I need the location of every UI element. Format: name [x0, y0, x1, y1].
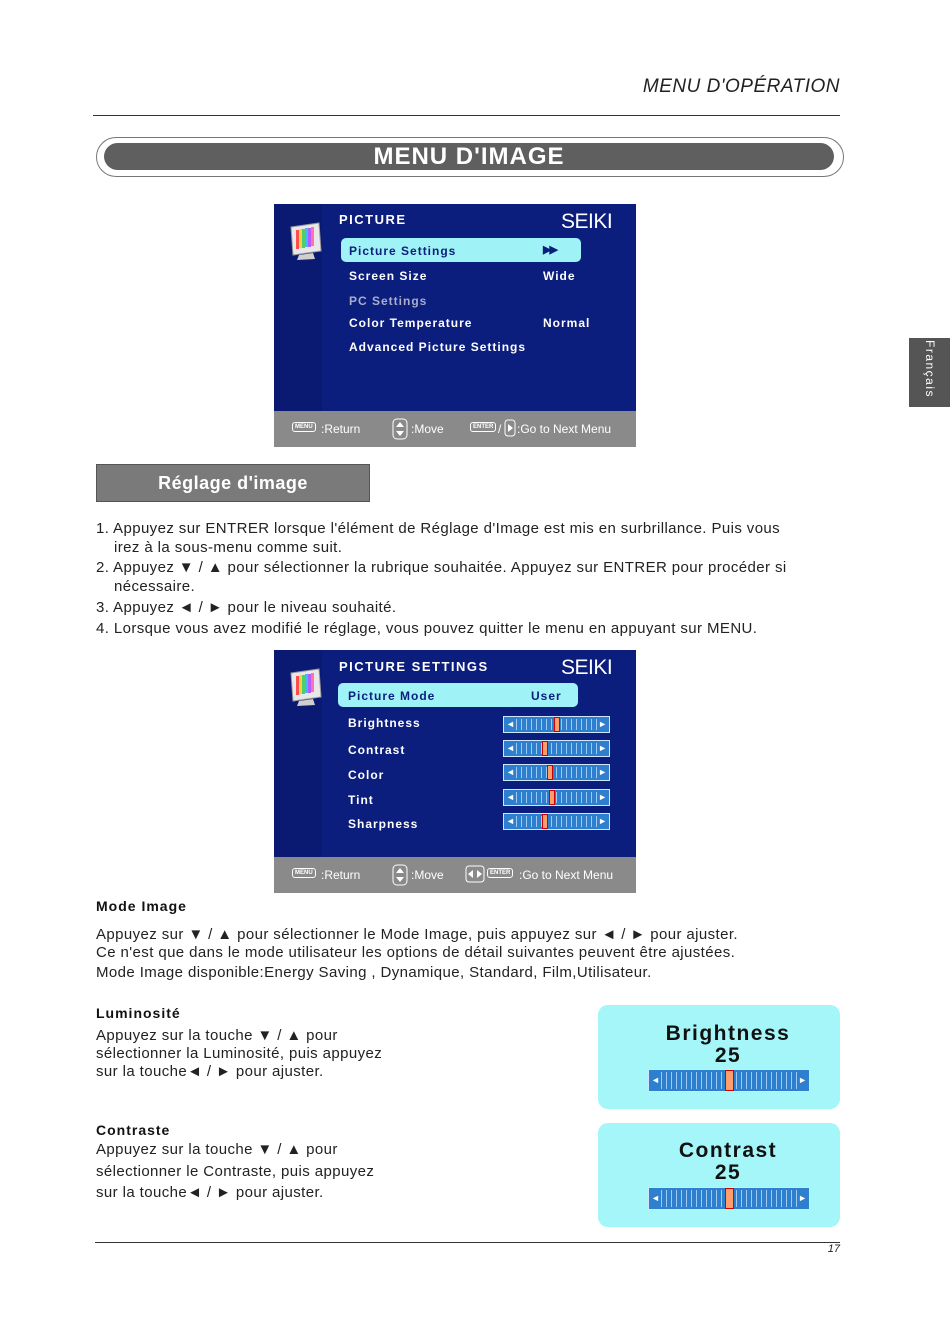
- slider-tick: [591, 816, 592, 827]
- slider-tick: [526, 816, 527, 827]
- menu-item-advanced-picture-settings[interactable]: Advanced Picture Settings: [349, 340, 527, 354]
- slider-tick: [711, 1190, 712, 1207]
- contraste-heading: Contraste: [96, 1122, 171, 1138]
- slider-tick: [676, 1072, 677, 1089]
- slider-tick: [576, 767, 577, 778]
- enter-key-icon: ENTER: [487, 868, 513, 878]
- slider-tick: [541, 719, 542, 730]
- luminosite-line-3: sur la touche◄ / ► pour ajuster.: [96, 1063, 324, 1080]
- slider-tick: [791, 1190, 792, 1207]
- slider-tick: [751, 1190, 752, 1207]
- contrast-slider[interactable]: [503, 740, 610, 757]
- slider-tick: [546, 792, 547, 803]
- slider-label-brightness: Brightness: [348, 716, 421, 730]
- footer-move: :Move: [411, 422, 444, 436]
- slider-tick: [676, 1190, 677, 1207]
- slider-tick: [571, 816, 572, 827]
- brightness-popup: [598, 1005, 840, 1109]
- contraste-line-1: Appuyez sur la touche ▼ / ▲ pour: [96, 1141, 338, 1158]
- slider-tick: [526, 792, 527, 803]
- step-2: 2. Appuyez ▼ / ▲ pour sélectionner la rubrique souhaitée. Appuyez sur ENTRER pour procéder si: [96, 559, 787, 576]
- footer-return: :Return: [321, 422, 361, 436]
- slider-tick: [671, 1190, 672, 1207]
- slider-tick: [786, 1190, 787, 1207]
- footer-rule: [95, 1242, 840, 1243]
- slider-tick: [541, 767, 542, 778]
- slider-tick: [531, 743, 532, 754]
- slider-tick: [566, 767, 567, 778]
- slider-tick: [771, 1072, 772, 1089]
- monitor-icon: [287, 221, 325, 261]
- footer-next: :Go to Next Menu: [519, 868, 614, 882]
- slider-tick: [576, 719, 577, 730]
- sharpness-slider[interactable]: [503, 813, 610, 830]
- slider-tick: [556, 792, 557, 803]
- right-arrow-icon[interactable]: ►: [598, 719, 607, 729]
- slider-tick: [516, 816, 517, 827]
- footer-move: :Move: [411, 868, 444, 882]
- mode-image-line-2: Ce n'est que dans le mode utilisateur les options de détail suivantes peuvent être ajustées.: [96, 944, 736, 961]
- slider-tick: [531, 719, 532, 730]
- slider-tick: [526, 743, 527, 754]
- slider-tick: [771, 1190, 772, 1207]
- slider-tick: [756, 1190, 757, 1207]
- slider-tick: [516, 719, 517, 730]
- slider-tick: [706, 1072, 707, 1089]
- slider-tick: [721, 1072, 722, 1089]
- banner-title: MENU D'IMAGE: [104, 143, 834, 170]
- slider-tick: [776, 1072, 777, 1089]
- slider-tick: [591, 719, 592, 730]
- slider-tick: [546, 719, 547, 730]
- step-3: 3. Appuyez ◄ / ► pour le niveau souhaité.: [96, 599, 397, 616]
- enter-key-icon: ENTER: [470, 422, 496, 432]
- slider-tick: [531, 792, 532, 803]
- slider-tick: [586, 743, 587, 754]
- slider-thumb[interactable]: [542, 741, 548, 756]
- contraste-line-3: sur la touche◄ / ► pour ajuster.: [96, 1184, 324, 1201]
- slider-tick: [521, 743, 522, 754]
- slider-tick: [766, 1072, 767, 1089]
- slider-tick: [566, 719, 567, 730]
- slider-tick: [736, 1190, 737, 1207]
- slider-tick: [556, 743, 557, 754]
- slider-tick: [531, 816, 532, 827]
- slider-tick: [571, 743, 572, 754]
- osd-title: PICTURE SETTINGS: [339, 659, 489, 674]
- slider-tick: [691, 1072, 692, 1089]
- menu-key-icon: MENU: [292, 422, 316, 432]
- monitor-icon: [287, 667, 325, 707]
- slider-tick: [596, 719, 597, 730]
- right-arrow-icon[interactable]: ►: [598, 792, 607, 802]
- right-key-icon: [504, 419, 516, 437]
- section-heading: Réglage d'image: [96, 464, 370, 502]
- slider-tick: [551, 719, 552, 730]
- slider-tick: [586, 816, 587, 827]
- popup-value: 25: [714, 1044, 742, 1067]
- slider-tick: [561, 792, 562, 803]
- slider-tick: [526, 767, 527, 778]
- slider-tick: [526, 719, 527, 730]
- slider-tick: [761, 1072, 762, 1089]
- contrast-popup-slider[interactable]: [648, 1187, 810, 1210]
- slider-tick: [751, 1072, 752, 1089]
- luminosite-heading: Luminosité: [96, 1005, 181, 1021]
- slider-tick: [581, 743, 582, 754]
- step-2-cont: nécessaire.: [114, 578, 196, 595]
- slider-tick: [586, 767, 587, 778]
- slider-tick: [561, 743, 562, 754]
- slider-tick: [581, 719, 582, 730]
- slider-tick: [596, 792, 597, 803]
- slider-tick: [566, 792, 567, 803]
- slider-thumb[interactable]: [547, 765, 553, 780]
- language-tab-label: Français: [923, 340, 937, 399]
- slider-tick: [691, 1190, 692, 1207]
- updown-icon: [392, 864, 408, 886]
- slider-tick: [521, 767, 522, 778]
- slider-tick: [561, 816, 562, 827]
- slider-tick: [576, 792, 577, 803]
- updown-icon: [392, 418, 408, 440]
- slash-separator: /: [498, 422, 502, 436]
- menu-key-icon: MENU: [292, 868, 316, 878]
- menu-item-value: User: [531, 689, 562, 703]
- popup-value: 25: [714, 1161, 742, 1184]
- slider-tick: [521, 719, 522, 730]
- slider-tick: [661, 1190, 662, 1207]
- slider-thumb[interactable]: [542, 814, 548, 829]
- slider-tick: [666, 1190, 667, 1207]
- slider-label-contrast: Contrast: [348, 743, 406, 757]
- slider-tick: [561, 719, 562, 730]
- right-arrow-icon[interactable]: ►: [598, 816, 607, 826]
- slider-tick: [576, 743, 577, 754]
- left-arrow-icon[interactable]: ◄: [651, 1075, 660, 1085]
- slider-tick: [516, 792, 517, 803]
- slider-tick: [766, 1190, 767, 1207]
- contrast-popup: [598, 1123, 840, 1227]
- slider-tick: [596, 816, 597, 827]
- slider-tick: [586, 719, 587, 730]
- slider-tick: [711, 1072, 712, 1089]
- slider-tick: [716, 1190, 717, 1207]
- slider-tick: [551, 816, 552, 827]
- slider-thumb[interactable]: [554, 717, 560, 732]
- slider-tick: [591, 743, 592, 754]
- slider-tick: [516, 767, 517, 778]
- slider-tick: [681, 1072, 682, 1089]
- slider-tick: [756, 1072, 757, 1089]
- brightness-popup-slider[interactable]: [648, 1069, 810, 1092]
- slider-tick: [686, 1072, 687, 1089]
- slider-tick: [781, 1072, 782, 1089]
- slider-tick: [581, 816, 582, 827]
- color-slider[interactable]: [503, 764, 610, 781]
- slider-tick: [576, 816, 577, 827]
- brightness-slider[interactable]: [503, 716, 610, 733]
- slider-tick: [701, 1072, 702, 1089]
- step-1: 1. Appuyez sur ENTRER lorsque l'élément de Réglage d'Image est mis en surbrillance. Puis vous: [96, 520, 781, 537]
- contraste-line-2: sélectionner le Contraste, puis appuyez: [96, 1163, 375, 1180]
- brand-logo: SEIKI: [561, 210, 613, 233]
- slider-thumb[interactable]: [725, 1070, 734, 1091]
- slider-tick: [781, 1190, 782, 1207]
- menu-item-label: Picture Settings: [349, 244, 457, 258]
- slider-tick: [566, 743, 567, 754]
- slider-thumb[interactable]: [725, 1188, 734, 1209]
- osd-picture-menu: [274, 204, 636, 447]
- osd-picture-settings-menu: [274, 650, 636, 893]
- slider-tick: [536, 767, 537, 778]
- slider-tick: [796, 1190, 797, 1207]
- slider-tick: [741, 1190, 742, 1207]
- page-number: 17: [827, 1243, 840, 1255]
- left-arrow-icon[interactable]: ◄: [651, 1193, 660, 1203]
- slider-tick: [556, 816, 557, 827]
- slider-tick: [536, 743, 537, 754]
- slider-tick: [706, 1190, 707, 1207]
- slider-tick: [696, 1190, 697, 1207]
- slider-tick: [746, 1072, 747, 1089]
- slider-tick: [736, 1072, 737, 1089]
- mode-image-line-1: Appuyez sur ▼ / ▲ pour sélectionner le Mode Image, puis appuyez sur ◄ / ► pour ajuster.: [96, 926, 738, 943]
- footer-next: :Go to Next Menu: [517, 422, 612, 436]
- osd-footer: [274, 857, 636, 893]
- slider-tick: [561, 767, 562, 778]
- left-arrow-icon[interactable]: ◄: [506, 719, 515, 729]
- slider-tick: [551, 743, 552, 754]
- slider-tick: [521, 792, 522, 803]
- footer-return: :Return: [321, 868, 361, 882]
- step-4: 4. Lorsque vous avez modifié le réglage, vous pouvez quitter le menu en appuyant sur MENU.: [96, 620, 758, 637]
- slider-tick: [536, 719, 537, 730]
- slider-label-sharpness: Sharpness: [348, 817, 419, 831]
- slider-tick: [531, 767, 532, 778]
- osd-title: PICTURE: [339, 212, 407, 227]
- right-arrow-icon[interactable]: ►: [598, 743, 607, 753]
- mode-image-line-3: Mode Image disponible:Energy Saving , Dynamique, Standard, Film,Utilisateur.: [96, 964, 652, 981]
- slider-tick: [536, 816, 537, 827]
- left-arrow-icon[interactable]: ◄: [506, 792, 515, 802]
- slider-tick: [686, 1190, 687, 1207]
- slider-tick: [716, 1072, 717, 1089]
- luminosite-line-2: sélectionner la Luminosité, puis appuyez: [96, 1045, 383, 1062]
- language-tab: [909, 338, 950, 407]
- brand-logo: SEIKI: [561, 656, 613, 679]
- slider-tick: [671, 1072, 672, 1089]
- slider-tick: [681, 1190, 682, 1207]
- menu-item-pc-settings: PC Settings: [349, 294, 428, 308]
- slider-thumb[interactable]: [549, 790, 555, 805]
- tint-slider[interactable]: [503, 789, 610, 806]
- running-header: MENU D'OPÉRATION: [642, 76, 840, 97]
- slider-tick: [796, 1072, 797, 1089]
- slider-tick: [596, 743, 597, 754]
- slider-tick: [591, 767, 592, 778]
- slider-tick: [591, 792, 592, 803]
- slider-tick: [536, 792, 537, 803]
- slider-tick: [516, 743, 517, 754]
- menu-item-color-temperature[interactable]: Color Temperature: [349, 316, 473, 330]
- slider-tick: [696, 1072, 697, 1089]
- slider-label-color: Color: [348, 768, 385, 782]
- popup-title: Contrast: [678, 1139, 778, 1162]
- header-rule: [93, 115, 840, 116]
- slider-tick: [596, 767, 597, 778]
- slider-tick: [586, 792, 587, 803]
- menu-item-screen-size[interactable]: Screen Size: [349, 269, 428, 283]
- right-arrow-icon[interactable]: ►: [798, 1193, 807, 1203]
- submenu-arrows-icon: ▶▶: [543, 244, 556, 256]
- slider-tick: [541, 792, 542, 803]
- slider-tick: [791, 1072, 792, 1089]
- slider-tick: [741, 1072, 742, 1089]
- slider-tick: [571, 792, 572, 803]
- slider-tick: [786, 1072, 787, 1089]
- leftright-icon: [465, 865, 485, 883]
- menu-item-label: Picture Mode: [348, 689, 436, 703]
- slider-tick: [746, 1190, 747, 1207]
- slider-tick: [661, 1072, 662, 1089]
- popup-title: Brightness: [665, 1022, 791, 1045]
- slider-tick: [571, 767, 572, 778]
- slider-tick: [556, 767, 557, 778]
- mode-image-heading: Mode Image: [96, 898, 187, 914]
- menu-item-picture-settings[interactable]: [341, 238, 581, 262]
- left-arrow-icon[interactable]: ◄: [506, 767, 515, 777]
- slider-label-tint: Tint: [348, 793, 374, 807]
- luminosite-line-1: Appuyez sur la touche ▼ / ▲ pour: [96, 1027, 338, 1044]
- right-arrow-icon[interactable]: ►: [598, 767, 607, 777]
- slider-tick: [566, 816, 567, 827]
- right-arrow-icon[interactable]: ►: [798, 1075, 807, 1085]
- slider-tick: [521, 816, 522, 827]
- slider-tick: [581, 792, 582, 803]
- menu-item-value: Normal: [543, 316, 591, 330]
- slider-tick: [761, 1190, 762, 1207]
- menu-item-picture-mode[interactable]: [338, 683, 578, 707]
- slider-tick: [581, 767, 582, 778]
- osd-footer: [274, 411, 636, 447]
- slider-tick: [571, 719, 572, 730]
- menu-item-value: Wide: [543, 269, 576, 283]
- step-1-cont: irez à la sous-menu comme suit.: [114, 539, 343, 556]
- slider-tick: [701, 1190, 702, 1207]
- slider-tick: [721, 1190, 722, 1207]
- slider-tick: [776, 1190, 777, 1207]
- slider-tick: [666, 1072, 667, 1089]
- left-arrow-icon[interactable]: ◄: [506, 816, 515, 826]
- left-arrow-icon[interactable]: ◄: [506, 743, 515, 753]
